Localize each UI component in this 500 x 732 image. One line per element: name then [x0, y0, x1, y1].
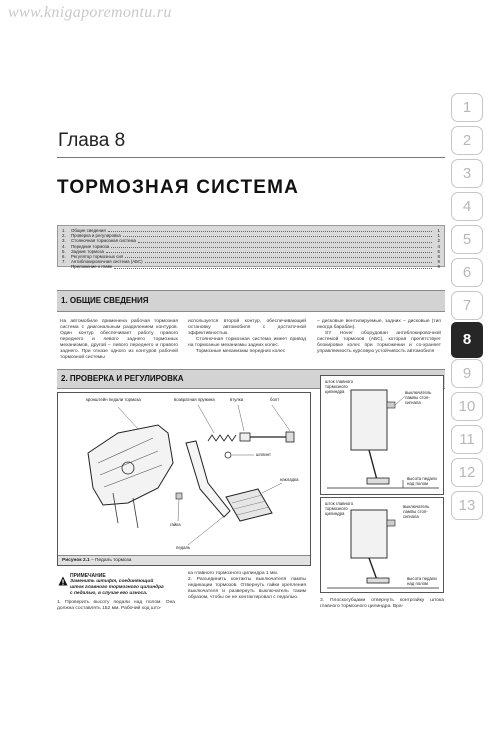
chapter-tab-2[interactable]: 2 [451, 126, 483, 155]
note-heading: ПРИМЕЧАНИЕ [70, 573, 106, 579]
brake-pedal-drawing [58, 393, 312, 567]
label-rod: шток главного тормозного цилиндра [325, 379, 354, 394]
toc-text: Проверка и регулировка [71, 233, 121, 239]
toc-text: Передние тормоза [71, 243, 110, 249]
toc-page: 8 [437, 254, 440, 260]
section-title: 1. ОБЩИЕ СВЕДЕНИЯ [61, 296, 149, 305]
toc-item[interactable] [62, 264, 440, 269]
toc-text: Задние тормоза [71, 248, 104, 254]
toc-num: 6. [62, 254, 66, 260]
label-pin: шплинт [256, 452, 272, 457]
chapter-tab-10[interactable]: 10 [451, 392, 483, 421]
toc-num: 1. [62, 228, 66, 233]
toc-text: Стояночная тормозная система [71, 238, 136, 244]
toc-text: Антиблокировочная система (АБС) [71, 259, 143, 265]
chapter-tab-7[interactable]: 7 [451, 291, 483, 320]
section1-para: SY Hover оборудован антиблокировочной системой тормозов (АБС), которая препятствует блокировке колес при торможении и со-храняет управляемость курсовую устойчивость автомобиля [317, 331, 441, 354]
brake-pedal-figure [57, 392, 311, 566]
label-spring: возвратная пружина [174, 397, 215, 402]
toc-page: 1 [437, 228, 440, 233]
toc-page: 9 [437, 264, 440, 270]
label-bracket: кронштейн педали тормоза [86, 397, 141, 402]
toc-text: Приложение к главе [71, 264, 113, 270]
chapter-tab-3[interactable]: 3 [451, 159, 483, 188]
label-nut: гайка [170, 522, 181, 527]
toc-page: 2 [437, 238, 440, 244]
label-bushing: втулка [230, 397, 244, 402]
chapter-title: ТОРМОЗНАЯ СИСТЕМА [57, 177, 300, 198]
chapter-tab-6[interactable]: 6 [451, 258, 483, 287]
toc-num: 4. [62, 243, 66, 249]
chapter-tab-5[interactable]: 5 [451, 225, 483, 254]
section2-col1: 1. Проверить высоту педали над полом. Она должна составлять 152 мм. Рабочий ход што- [57, 600, 175, 611]
pedal-height-figure-bottom [320, 497, 444, 593]
toc-num [62, 264, 71, 269]
figure-caption [58, 555, 310, 565]
section1-col1: На автомобиле применена рабочая тормозная система с диагональным разделением контуров. Один контур обеспечивает работу правого переднего и левого заднего тормозных механизмов, другой – левого переднего и правого заднего. При отказе одного из контуров рабочей тормозной системы [60, 319, 178, 360]
label-switch: выключатель лампы стоп-сигнала [405, 390, 432, 405]
toc-num: 2. [62, 233, 66, 239]
chapter-tab-1[interactable]: 1 [451, 93, 483, 122]
section2-col2: ка главного тормозного цилиндра 1 мм. 2. Разъединить контакты выключателя лампы индикации тормозов. Отвернуть гайки крепления выключателя и развернуть выключатель таким образом, чтобы он не контактировал с педалью. [188, 571, 306, 600]
chapter-label: Глава 8 [58, 130, 126, 151]
toc-num: 7. [62, 259, 66, 265]
note-box [70, 573, 166, 597]
warning-icon [58, 573, 68, 583]
label-switch: выключатель лампы стоп-сигнала [403, 504, 430, 519]
section1-col3 [317, 319, 441, 355]
pedal-height-figure-top [320, 375, 444, 495]
toc-page: 9 [437, 259, 440, 265]
chapter-tab-12[interactable]: 12 [451, 458, 483, 487]
section-title: 2. ПРОВЕРКА И РЕГУЛИРОВКА [61, 374, 184, 383]
toc-num: 3. [62, 238, 66, 244]
label-pedal-height: высота педали над полом [407, 476, 437, 486]
note-body: Заменить штифт, соединяющий шток главного тормозного цилиндра с педалью, в случае его износа. [70, 579, 164, 596]
toc-page: 4 [437, 243, 440, 249]
label-pedal: педаль [176, 545, 191, 550]
section1-para: Стояночная тормозная система имеет привод на тормозные механизмы задних колес. [188, 337, 306, 348]
chapter-tab-8-active[interactable]: 8 [451, 322, 483, 358]
caption-text: – Педаль тормоза [89, 558, 132, 563]
label-bolt: болт [270, 397, 280, 402]
table-of-contents [57, 225, 445, 270]
toc-page: 6 [437, 248, 440, 254]
section1-para: используется второй контур, обеспечивающий остановку автомобиля с достаточной эффективностью. [188, 319, 306, 336]
section1-col2 [188, 319, 306, 355]
site-watermark: www.kniga​poremontu.ru [8, 4, 172, 21]
chapter-divider [57, 157, 445, 158]
chapter-tab-4[interactable]: 4 [451, 192, 483, 221]
chapter-tab-13[interactable]: 13 [451, 491, 483, 520]
toc-num: 5. [62, 248, 66, 254]
toc-text: Общие сведения [71, 228, 106, 233]
chapter-tab-11[interactable]: 11 [451, 425, 483, 454]
section-header-general [57, 290, 445, 312]
label-rod: шток главного тормозного цилиндра [325, 501, 354, 516]
toc-page: 1 [437, 233, 440, 239]
section1-para: Тормозные механизмы передних колес [196, 349, 286, 354]
caption-number: Рисунок 2.1 [62, 558, 90, 563]
label-pad: накладка [280, 477, 299, 482]
toc-text: Регулятор тормозных сил [71, 254, 124, 260]
label-pedal-height: высота педали над полом [407, 576, 437, 586]
section1-para: – дисковые вентилируемые, задних – дисковые (тип иногда барабан). [317, 319, 441, 330]
section2-col3: 3. Плоскогубцами отвернуть контргайку штока главного тормозного цилиндра. Вра- [320, 598, 444, 609]
chapter-tab-9[interactable]: 9 [451, 359, 483, 388]
